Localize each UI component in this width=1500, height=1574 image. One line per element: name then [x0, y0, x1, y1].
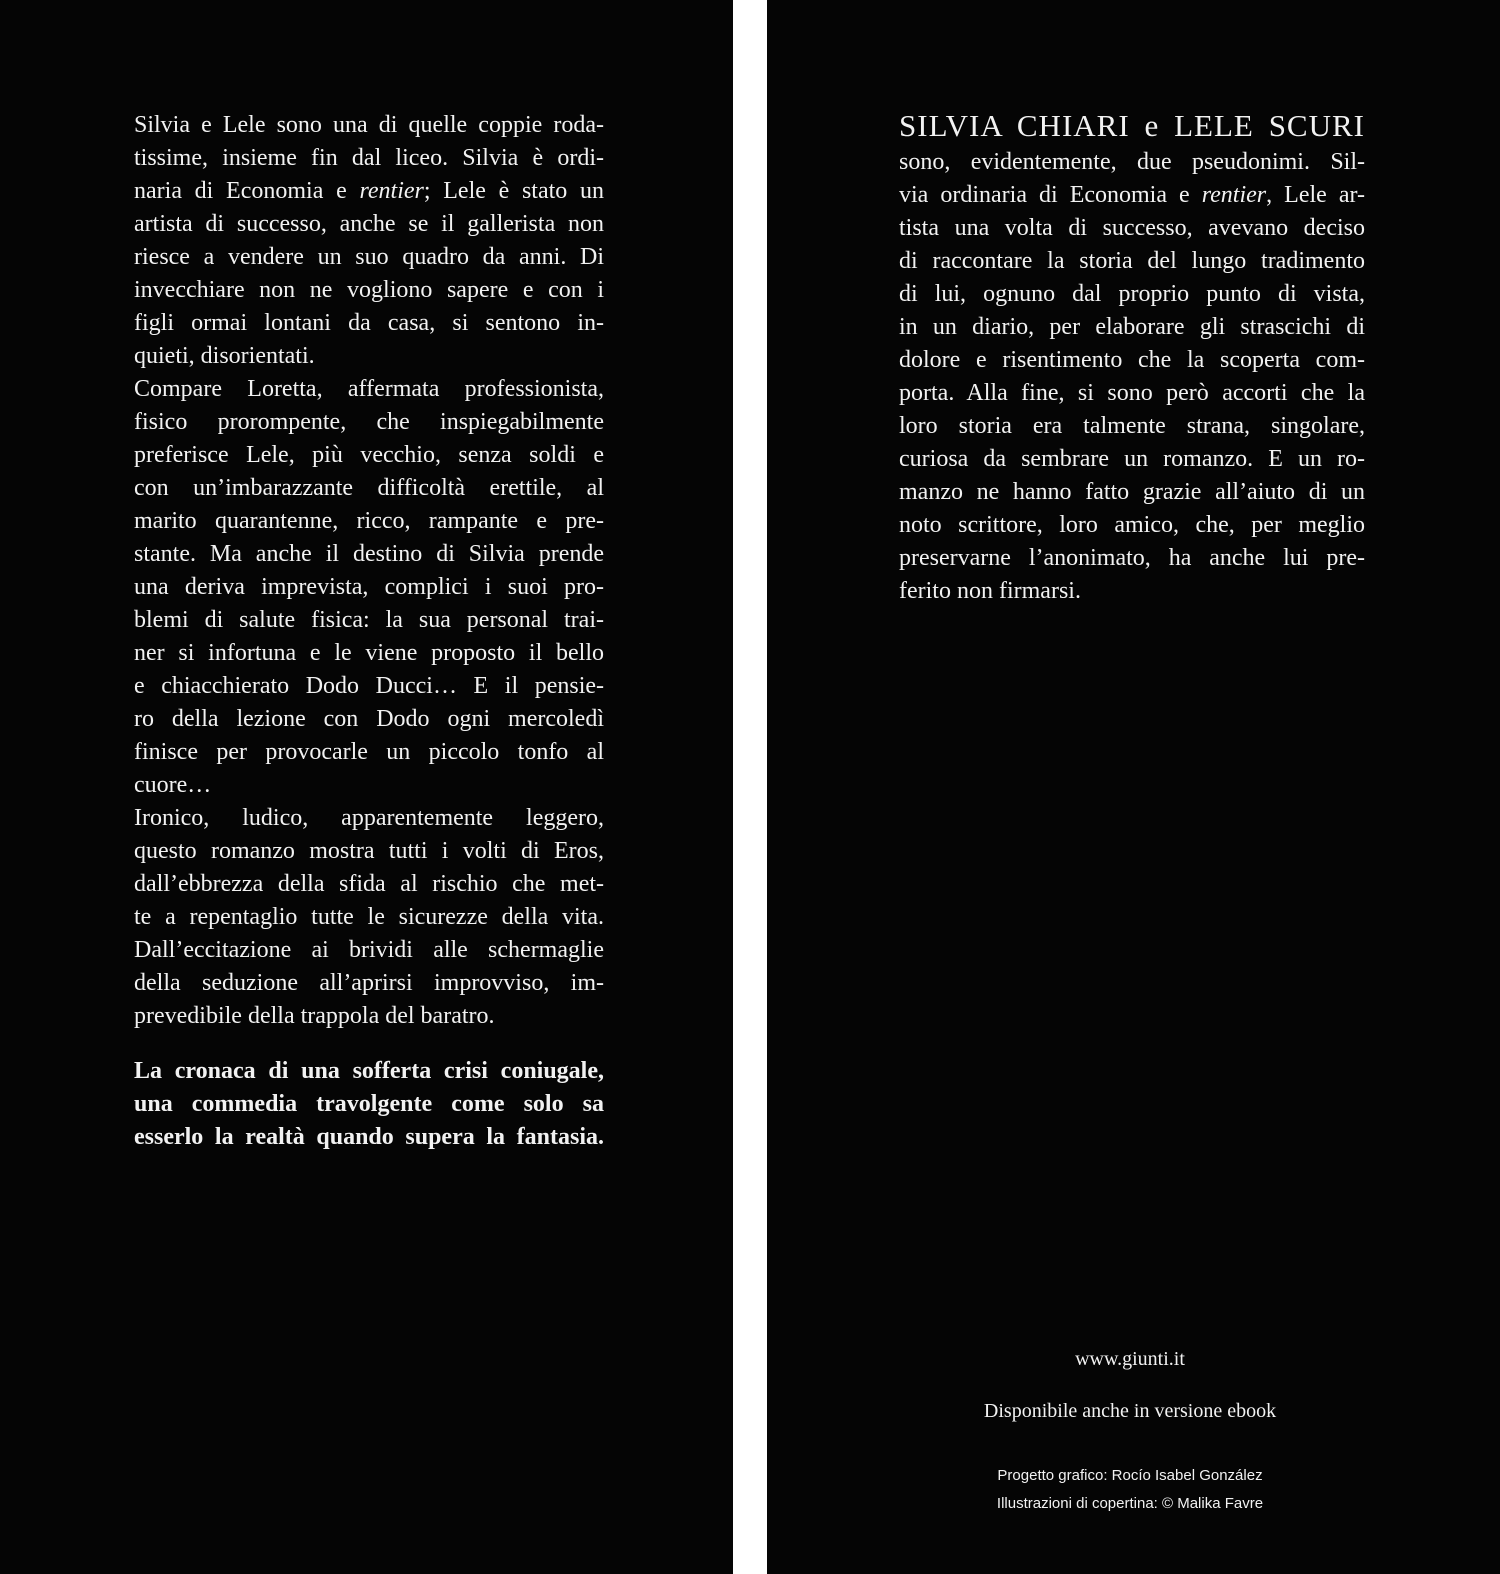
- text-line: [134, 274, 604, 307]
- text-line: [899, 476, 1365, 509]
- synopsis-paragraphs: [134, 109, 604, 1033]
- text-line: [134, 934, 604, 967]
- text-line: [134, 439, 604, 472]
- text-line: [134, 868, 604, 901]
- text-segment: della seduzione all’aprirsi improvviso, im-: [134, 970, 604, 996]
- text-segment: noto scrittore, loro amico, che, per meglio: [899, 512, 1365, 538]
- synopsis-text: [134, 109, 604, 1154]
- ebook-note-text: Disponibile anche in versione ebook: [983, 1400, 1277, 1422]
- tagline-line: La cronaca di una sofferta crisi coniugale,: [134, 1058, 604, 1084]
- text-segment: blemi di salute fisica: la sua personal trai-: [134, 607, 604, 633]
- author-bio-lines: [899, 146, 1365, 608]
- text-line: [134, 703, 604, 736]
- text-segment: marito quarantenne, ricco, rampante e pre-: [134, 508, 604, 534]
- text-line: [134, 373, 604, 406]
- text-line: [134, 505, 604, 538]
- text-segment: e chiacchierato Dodo Ducci… E il pensie-: [134, 673, 604, 699]
- text-segment: una deriva imprevista, complici i suoi pro-: [134, 574, 604, 600]
- text-segment: in un diario, per elaborare gli strascichi di: [899, 314, 1365, 340]
- italic-word: rentier: [1201, 182, 1267, 208]
- text-line: [134, 241, 604, 274]
- text-line: [134, 637, 604, 670]
- credit-design-text: Progetto grafico: Rocío Isabel González: [997, 1467, 1263, 1484]
- text-segment: cuore…: [134, 772, 212, 798]
- text-line: [134, 967, 604, 1000]
- text-segment: prevedibile della trappola del baratro.: [134, 1003, 495, 1029]
- tagline-line: una commedia travolgente come solo sa: [134, 1091, 604, 1117]
- author-bio: [899, 106, 1365, 608]
- text-segment: invecchiare non ne vogliono sapere e con i: [134, 277, 604, 303]
- text-line: [899, 311, 1365, 344]
- text-line: [134, 571, 604, 604]
- text-line: [134, 670, 604, 703]
- text-line: [134, 538, 604, 571]
- text-line: [134, 736, 604, 769]
- text-line: [134, 175, 604, 208]
- text-segment: tissime, insieme fin dal liceo. Silvia è ordi-: [134, 145, 604, 171]
- text-segment: tista una volta di successo, avevano deciso: [899, 215, 1365, 241]
- text-segment: preservarne l’anonimato, ha anche lui pre-: [899, 545, 1365, 571]
- text-segment: Dall’eccitazione ai brividi alle schermaglie: [134, 937, 604, 963]
- text-segment: te a repentaglio tutte le sicurezze della vita.: [134, 904, 604, 930]
- text-line: [134, 604, 604, 637]
- text-segment: dall’ebbrezza della sfida al rischio che met-: [134, 871, 604, 897]
- text-segment: Ironico, ludico, apparentemente leggero,: [134, 805, 604, 831]
- text-segment: dolore e risentimento che la scoperta com-: [899, 347, 1365, 373]
- tagline-line: esserlo la realtà quando supera la fantasia.: [134, 1124, 604, 1150]
- text-segment: questo romanzo mostra tutti i volti di Eros,: [134, 838, 604, 864]
- text-segment: , Lele ar-: [1266, 182, 1365, 208]
- text-line: [134, 208, 604, 241]
- text-line: [899, 509, 1365, 542]
- text-segment: Compare Loretta, affermata professionista,: [134, 376, 604, 402]
- text-line: [899, 278, 1365, 311]
- text-segment: loro storia era talmente strana, singolare,: [899, 413, 1365, 439]
- right-flap: [767, 0, 1500, 1574]
- text-segment: fisico prorompente, che inspiegabilmente: [134, 409, 604, 435]
- text-line: [134, 109, 604, 142]
- text-line: [134, 835, 604, 868]
- text-line: [134, 1000, 604, 1033]
- text-segment: preferisce Lele, più vecchio, senza soldi e: [134, 442, 604, 468]
- website-link[interactable]: www.giunti.it: [1075, 1348, 1185, 1370]
- text-segment: di lui, ognuno dal proprio punto di vista,: [899, 281, 1365, 307]
- text-line: [134, 901, 604, 934]
- text-line: [899, 575, 1365, 608]
- text-line: [899, 146, 1365, 179]
- text-segment: artista di successo, anche se il gallerista non: [134, 211, 604, 237]
- text-segment: Silvia e Lele sono una di quelle coppie roda-: [134, 112, 604, 138]
- text-line: [899, 542, 1365, 575]
- text-line: [899, 377, 1365, 410]
- text-segment: ro della lezione con Dodo ogni mercoledì: [134, 706, 604, 732]
- text-segment: quieti, disorientati.: [134, 343, 315, 369]
- italic-word: rentier: [359, 178, 424, 204]
- author-heading: SILVIA CHIARI e LELE SCURI: [899, 108, 1365, 143]
- text-segment: finisce per provocarle un piccolo tonfo al: [134, 739, 604, 765]
- text-line: [134, 472, 604, 505]
- text-line: [134, 769, 604, 802]
- credit-illustrations-text: Illustrazioni di copertina: © Malika Favre: [996, 1495, 1264, 1512]
- text-line: [899, 410, 1365, 443]
- paragraph-spacer: [134, 1033, 604, 1055]
- text-segment: sono, evidentemente, due pseudonimi. Sil-: [899, 149, 1365, 175]
- text-segment: riesce a vendere un suo quadro da anni. Di: [134, 244, 604, 270]
- text-segment: stante. Ma anche il destino di Silvia prende: [134, 541, 604, 567]
- text-line: [899, 245, 1365, 278]
- text-line: [134, 802, 604, 835]
- text-line: [134, 340, 604, 373]
- text-segment: di raccontare la storia del lungo tradimento: [899, 248, 1365, 274]
- text-segment: via ordinaria di Economia e: [899, 182, 1202, 208]
- text-segment: manzo ne hanno fatto grazie all’aiuto di un: [899, 479, 1365, 505]
- text-segment: ; Lele è stato un: [423, 178, 604, 204]
- text-line: [899, 443, 1365, 476]
- text-line: [899, 212, 1365, 245]
- text-segment: curiosa da sembrare un romanzo. E un ro-: [899, 446, 1365, 472]
- text-segment: con un’imbarazzante difficoltà erettile, al: [134, 475, 604, 501]
- text-line: [899, 179, 1365, 212]
- text-line: [899, 344, 1365, 377]
- left-flap: [0, 0, 733, 1574]
- text-segment: porta. Alla fine, si sono però accorti che la: [899, 380, 1365, 406]
- text-segment: naria di Economia e: [134, 178, 360, 204]
- text-segment: figli ormai lontani da casa, si sentono in-: [134, 310, 604, 336]
- text-line: [134, 142, 604, 175]
- text-segment: ner si infortuna e le viene proposto il bello: [134, 640, 604, 666]
- synopsis-tagline: [134, 1055, 604, 1154]
- text-segment: ferito non firmarsi.: [899, 578, 1081, 604]
- text-line: [134, 307, 604, 340]
- text-line: [134, 406, 604, 439]
